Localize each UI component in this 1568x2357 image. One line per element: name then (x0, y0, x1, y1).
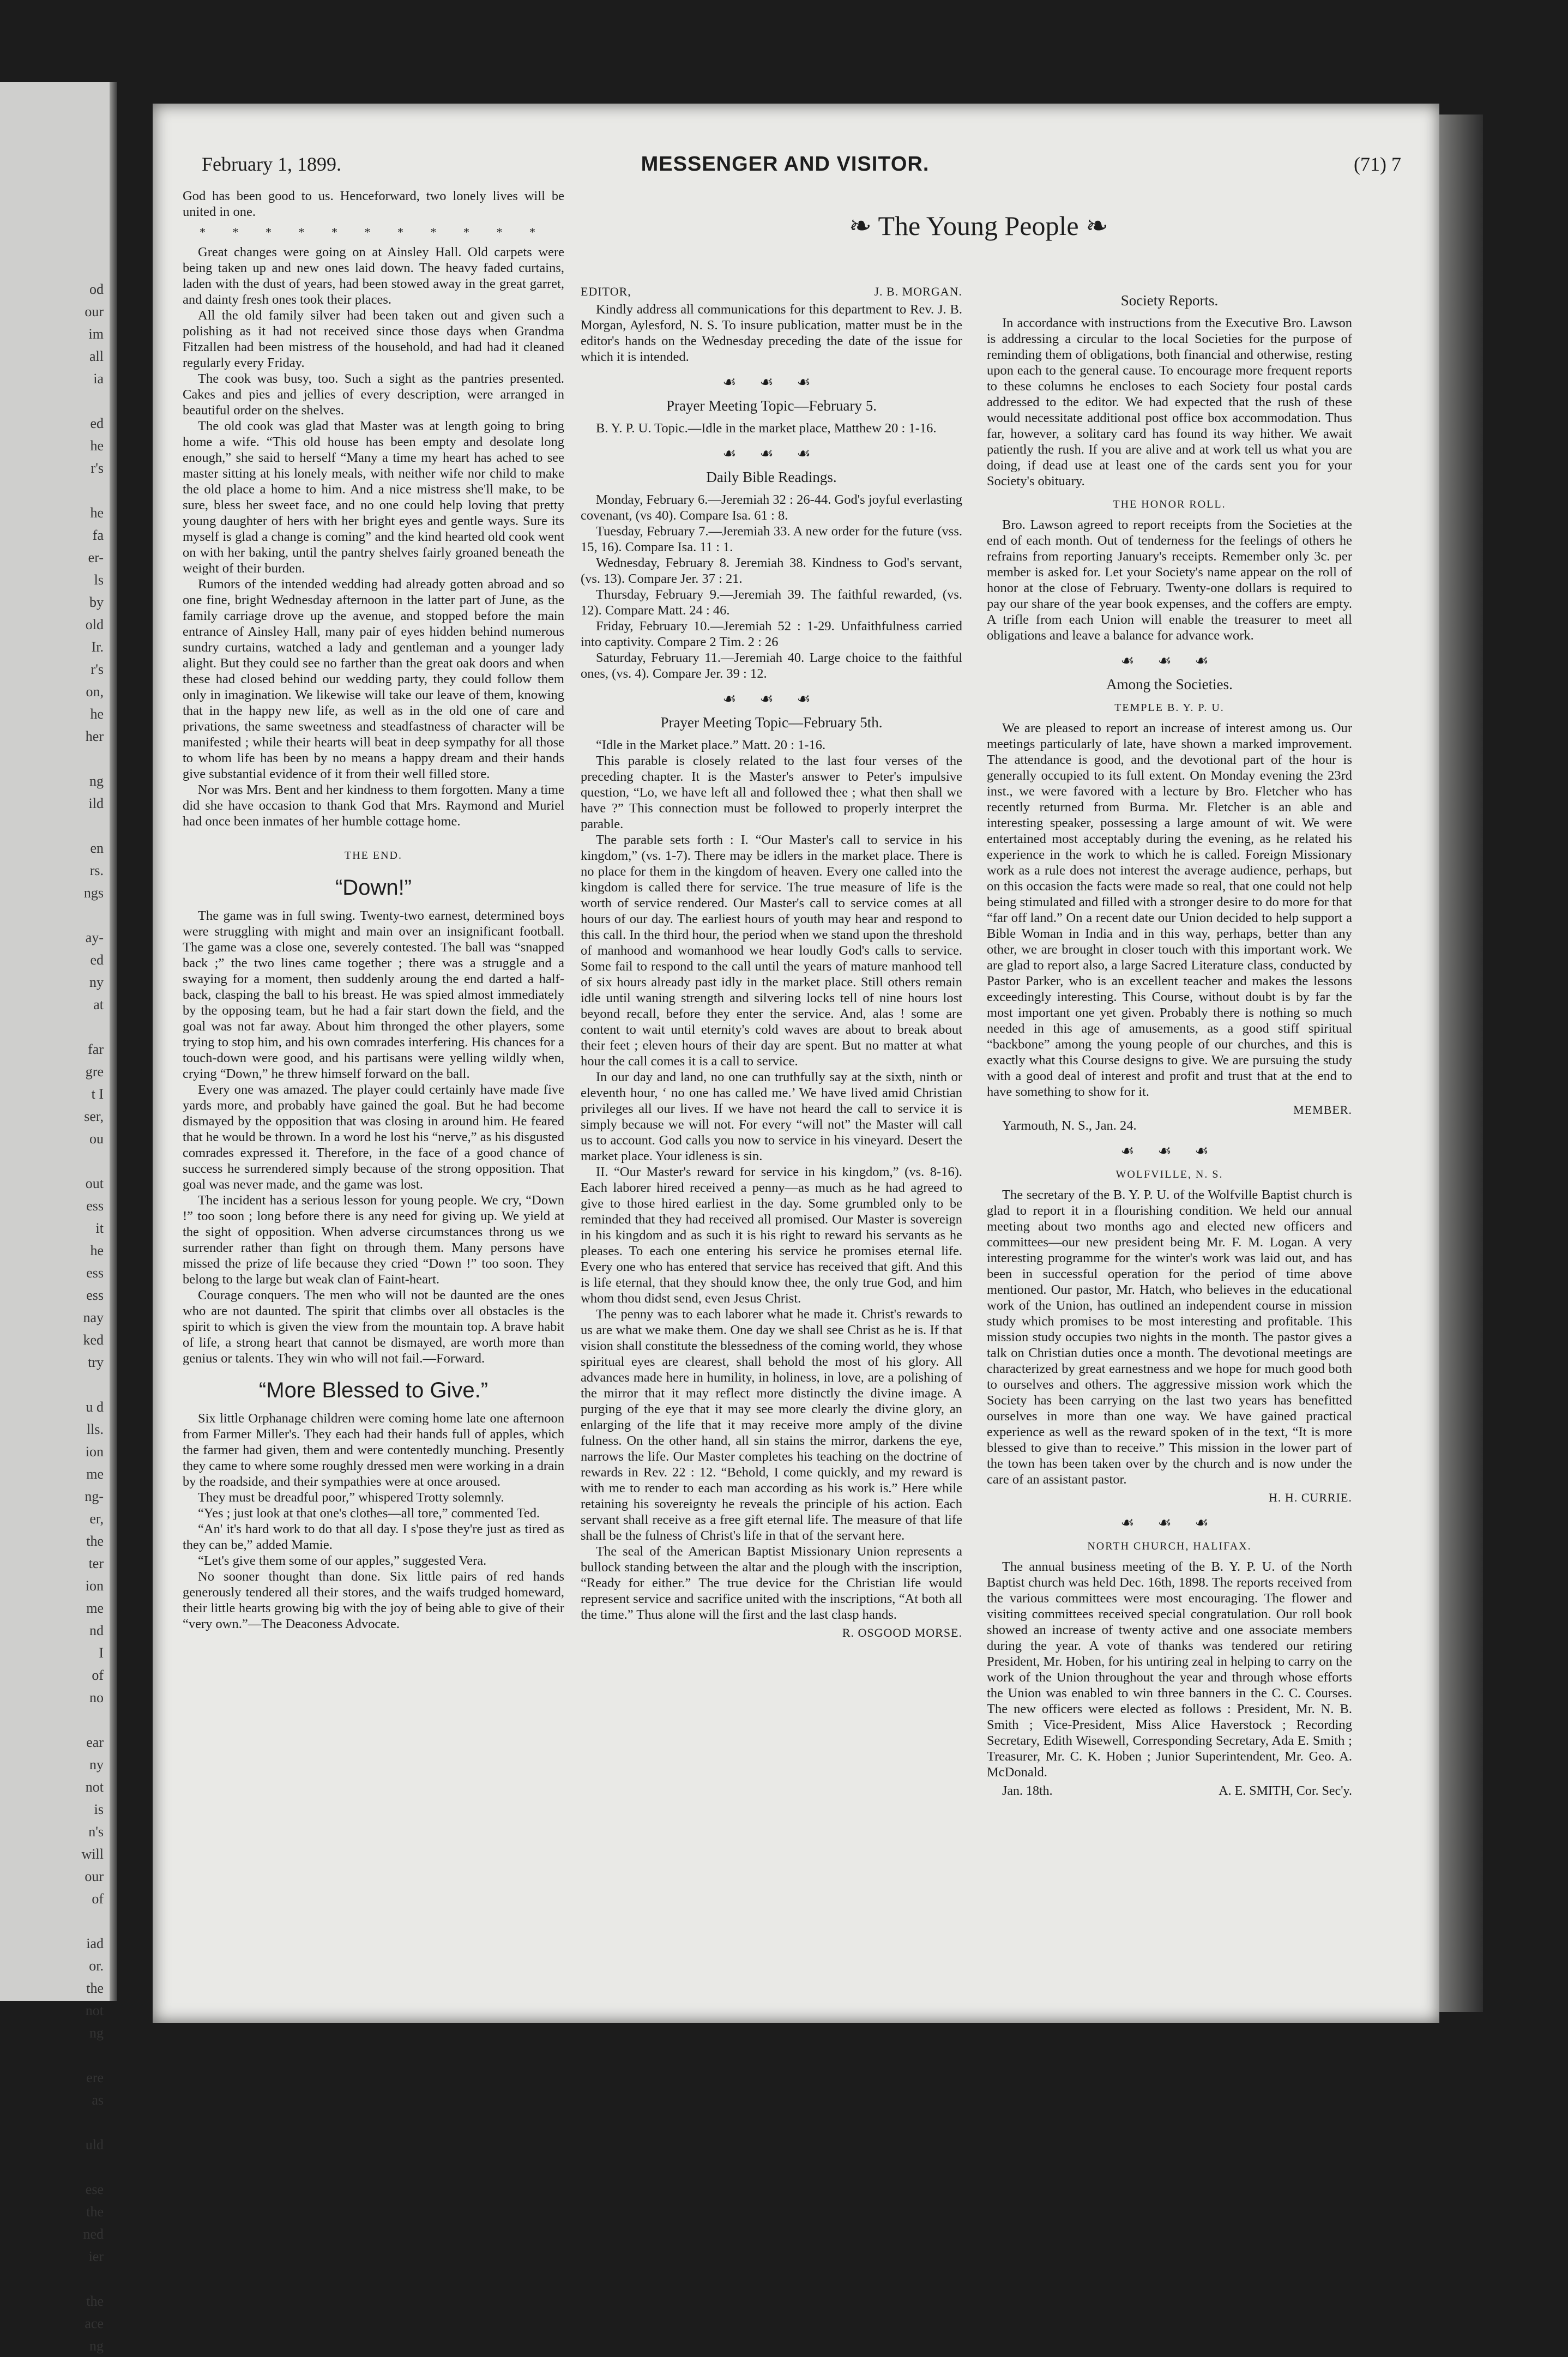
masthead: MESSENGER AND VISITOR. (641, 153, 930, 176)
society-name: WOLFVILLE, N. S. (1115, 1168, 1223, 1180)
page-gutter (110, 82, 117, 2001)
dateline: Jan. 18th. (1002, 1784, 1053, 1798)
column-right (987, 286, 1352, 1799)
paragraph: Bro. Lawson agreed to report receipts from the Societies at the end of each month. Out of tenderness for the feelings of others he refrains from reporting January's receipts. Remember only 3c. per member is asked for. Let your Society's name appear on the roll of honor at the close of February. Twenty-one dollars is required to pay our share of the year book expenses, and the coffers are empty. A trifle from each Union will enable the treasurer to meet all obligations and leave a balance for advance work. (987, 517, 1352, 643)
adjacent-page-text (0, 278, 104, 2357)
subheading: THE HONOR ROLL. (1113, 498, 1226, 510)
paragraph: The incident has a serious lesson for young people. We cry, “Down !” too soon ; long before there is any need for giving up. We yield at the sight of opposition. When adverse circumstances throng us we surrender rather than fight on through them. Many persons have missed the prize of life because they cried “Down !” too soon. They belong to the large but weak clan of Faint-heart. (183, 1193, 564, 1287)
paragraph: No sooner thought than done. Six little pairs of red hands generously tendered all their stores, and the waifs trudged homeward, their little hearts growing big with the joy of being able to give of their “very own.”—The Deaconess Advocate. (183, 1569, 564, 1631)
adjacent-page-fragment (0, 479, 104, 502)
adjacent-page-fragment: the (86, 2204, 104, 2220)
adjacent-page-fragment: I (99, 1645, 104, 1661)
ornament-separator: ☙ ☙ ☙ (722, 445, 821, 462)
adjacent-page-fragment: gre (85, 1064, 104, 1080)
page-edge-shadow (1439, 114, 1483, 2012)
paragraph: Nor was Mrs. Bent and her kindness to them forgotten. Many a time did she have occasion to thank God that Mrs. Raymond and Muriel had once been inmates of her humble cottage home. (183, 782, 564, 829)
paragraph: God has been good to us. Henceforward, two lonely lives will be united in one. (183, 189, 564, 219)
paragraph: Every one was amazed. The player could certainly have made five yards more, and probably have gained the goal. But he had become dismayed by the opposition that was closing in around him. He feared that he would be thrown. In a word he lost his “nerve,” as his disgusted comrades expressed it. Therefore, in the face of a good chance of success he surrendered simply because of the strong opposition. That goal was never made, and the game was lost. (183, 1082, 564, 1192)
adjacent-page-fragment: ay- (85, 930, 104, 945)
signature: R. OSGOOD MORSE. (842, 1626, 962, 1639)
adjacent-page-fragment (0, 1709, 104, 1731)
adjacent-page-fragment (0, 390, 104, 412)
adjacent-page-fragment: uld (85, 2137, 104, 2153)
adjacent-page-fragment: rs. (89, 863, 104, 878)
dateline: Yarmouth, N. S., Jan. 24. (1002, 1118, 1137, 1133)
adjacent-page-fragment: he (90, 706, 104, 722)
paragraph: “Idle in the Market place.” Matt. 20 : 1-16. (596, 738, 826, 752)
adjacent-page-fragment: ls (94, 572, 104, 588)
subheading: Daily Bible Readings. (706, 469, 837, 485)
page-number: (71) 7 (1354, 153, 1401, 175)
adjacent-page-fragment (0, 2156, 104, 2178)
adjacent-page-fragment: me (86, 1466, 104, 1482)
column-middle (581, 284, 962, 1641)
subheading: Among the Societies. (1106, 676, 1233, 692)
adjacent-page-fragment (0, 2268, 104, 2290)
subheading: Prayer Meeting Topic—February 5th. (660, 714, 883, 731)
adjacent-page-fragment (0, 1373, 104, 1396)
the-end-label: THE END. (345, 849, 402, 861)
column-left (183, 188, 564, 1632)
adjacent-page-fragment (0, 1910, 104, 1932)
paragraph: The annual business meeting of the B. Y. P. U. of the North Baptist church was held Dec. 16th, 1898. The reports received from the various committees were most encouraging. The flower and visiting committees received special congratulation. Our roll book showed an increase of twenty active and one associate members during the year. A vote of thanks was tendered our retiring President, Mr. Hoben, for his untiring zeal in helping to carry on the work of the Union throughout the year and through whose efforts the Union was enabled to win three banners in the C. C. Courses. The new officers were elected as follows : President, Mr. N. B. Smith ; Vice-President, Miss Alice Haverstock ; Recording Secretary, Edith Wisewell, Corresponding Secretary, Ada E. Smith ; Treasurer, Mr. C. K. Hoben ; Junior Superintendent, Mr. Geo. A. McDonald. (987, 1559, 1352, 1780)
page-header (202, 153, 1401, 185)
adjacent-page-fragment: not (85, 1779, 104, 1795)
adjacent-page-fragment: as (92, 2092, 104, 2108)
paragraph: “Let's give them some of our apples,” suggested Vera. (198, 1553, 487, 1568)
adjacent-page-fragment: fa (92, 527, 104, 543)
adjacent-page-fragment: out (85, 1176, 104, 1191)
issue-date: February 1, 1899. (202, 153, 341, 175)
story-title-down: “Down!” (335, 876, 412, 900)
adjacent-page-fragment: ia (93, 371, 104, 387)
adjacent-page-fragment: lls. (86, 1421, 104, 1437)
paragraph: We are pleased to report an increase of interest among us. Our meetings particularly of late, have shown a marked improvement. The attendance is good, and the devotional part of the hour is generally occupied to its full extent. On Monday evening the 23rd inst., we were favored with a lecture by Bro. Fletcher who has recently returned from Burma. Mr. Fletcher is an able and interesting speaker, possessing a large amount of wit. We were entertained most acceptably during the evening, as he related his experience in the work to which he is called. Foreign Missionary work as a rule does not interest the average audience, perhaps, but on this occasion the facts were made so real, that one could not help being stimulated and filled with a stronger desire to do more for that “far off land.” On a recent date our Union decided to help support a Bible Woman in India and in this way, perhaps, better than any other, we are brought in closer touch with this important work. We are glad to report also, a large Sacred Literature class, conducted by Pastor Parker, who is an excellent teacher and makes the lessons exceedingly interesting. This Course, without doubt is by far the most important one yet given. Probably there is nothing so much needed in this age of amusements, as a good stiff spiritual “backbone” among the young people of our churches, and this is exactly what this Course designs to give. We are pursuing the study with a good deal of interest and profit and trust that at the end to have something to show for it. (987, 721, 1352, 1099)
adjacent-page-fragment: ed (90, 415, 104, 431)
adjacent-page-fragment: ese (85, 2181, 104, 2197)
paragraph: They must be dreadful poor,” whispered Trotty solemnly. (198, 1490, 504, 1505)
society-name: NORTH CHURCH, HALIFAX. (1087, 1540, 1252, 1552)
adjacent-page-fragment: ess (86, 1287, 104, 1303)
adjacent-page-fragment: ild (88, 795, 104, 811)
paragraph: All the old family silver had been taken out and given such a polishing as it had not received since those days when Grandma Fitzallen had been mistress of the household, and had had it cleaned regularly every Friday. (183, 308, 564, 370)
adjacent-page-fragment: ny (89, 1757, 104, 1773)
section-heading (821, 210, 1137, 242)
paragraph: Six little Orphanage children were coming home late one afternoon from Farmer Miller's. They each had their hands full of apples, which the farmer had given, them and were contentedly munching. Presently they came to where some roughly dressed men were working in a drain by the roadside, and their sympathies were at once aroused. (183, 1411, 564, 1489)
section-title: The Young People (878, 210, 1079, 241)
paragraph: Courage conquers. The men who will not be daunted are the ones who are not daunted. The spirit that climbs over all obstacles is the spirit to which is given the view from the mountain top. A brave habit of life, a strong heart that cannot be dismayed, are worth more than genius or talents. They win who will not fail.—Forward. (183, 1288, 564, 1366)
adjacent-page-fragment: u d (86, 1399, 104, 1415)
adjacent-page-fragment: er, (89, 1511, 104, 1527)
fleuron-icon: ❧ (849, 210, 878, 241)
reading-item: Monday, February 6.—Jeremiah 32 : 26-44. God's joyful everlasting covenant, (vs 40). Compare Isa. 61 : 8. (581, 492, 962, 523)
paragraph: The seal of the American Baptist Missionary Union represents a bullock standing between the altar and the plough with the inscription, “Ready for either.” The true device for the Christian life would represent service and sacrifice united with the inscriptions, “At both all the time.” Thus alone will the first and the last clasp hands. (581, 1544, 962, 1622)
adjacent-page-fragment (0, 815, 104, 837)
adjacent-page-fragment: ng- (85, 1488, 104, 1504)
reading-item: Thursday, February 9.—Jeremiah 39. The faithful rewarded, (vs. 12). Compare Matt. 24 : 46. (581, 587, 962, 618)
paragraph: In accordance with instructions from the Executive Bro. Lawson is addressing a circular to the local Societies for the purpose of reminding them of obligations, both financial and otherwise, resting upon each to the general cause. To encourage more frequent reports to these columns he encloses to each Society four postal cards addressed to the editor. We had expected that the rush of these would necessitate additional post office box accommodation. Thus far, however, a solitary card has found its way hither. We await patiently the rush. If you are alive and at work tell us what you are doing, if dead use at least one of the cards sent you for your Society's obituary. (987, 316, 1352, 489)
paragraph: The penny was to each laborer what he made it. Christ's rewards to us are what we make them. One day we shall see Christ as he is. If that vision shall constitute the blessedness of the coming world, they whose spiritual eyes are clearest, shall behold the most of his glory. All advances made here in humility, in holiness, in love, are a polishing of the mirror that it may reflect more distinctly the divine image. A purging of the eye that it may see more clearly the divine glory, an enlarging of the life that it may receive more amply of the divine fulness. On the other hand, all sin stains the mirror, darkens the eye, narrows the life. Our Master completes his teaching on the doctrine of rewards in Rev. 22 : 12. “Behold, I come quickly, and my reward is with me to render to each man according as his work is.” Here while retaining his sovereignty he reveals the principle of his action. Each servant shall receive as a free gift eternal life. The measure of that life shall be the fulness of Christ's life in that of the servant here. (581, 1307, 962, 1543)
adjacent-page-fragment: ed (90, 952, 104, 968)
paragraph: The game was in full swing. Twenty-two earnest, determined boys were struggling with might and main over an insignificant football. The game was a close one, severely contested. The ball was “snapped back ;” the two lines came together ; there was a struggle and a swaying for a moment, then suddenly aroung the end darted a half-back, clasping the ball to his breast. He was spied almost immediately by the opposing team, but he had a fair start down the field, and the goal was not far away. About him thronged the other players, some trying to stop him, and his own comrades interfering. His chances for a touch-down were good, and his partisans were yelling wildly when, crying “Down,” he threw himself forward on the ball. (183, 908, 564, 1081)
adjacent-page-fragment: of (92, 1667, 104, 1683)
adjacent-page-fragment: our (85, 1868, 104, 1884)
ornament-separator: ☙ ☙ ☙ (722, 691, 821, 708)
adjacent-page-fragment: ked (83, 1332, 104, 1348)
adjacent-page-fragment: he (90, 438, 104, 454)
reading-item: Wednesday, February 8. Jeremiah 38. Kindness to God's servant, (vs. 13). Compare Jer. 37 : 21. (581, 556, 962, 586)
adjacent-page-fragment (0, 904, 104, 926)
paragraph: The secretary of the B. Y. P. U. of the Wolfville Baptist church is glad to report it in a flourishing condition. We held our annual meeting about two months ago and elected new officers and committees—our new president being Mr. F. M. Logan. A very interesting programme for the winter's work was laid out, and has been in successful operation for the period of time above mentioned. Our pastor, Mr. Hatch, who believes in the educational work of the Union, has outlined an independent course in mission study which promises to be most interesting and profitable. This mission study occupies two nights in the month. The pastor gives a talk on Christian duties once a month. The devotional meetings are characterized by great earnestness and we hope for much good both to ourselves and others. The aggressive mission work which the Society has been carrying on the last two years has benefitted ourselves in more than one way. We have gained practical experience as well as the reward spoken of in the text, “It is more blessed to give than to receive.” This mission in the lower part of the town has been taken over by the church and is now under the care of an assistant pastor. (987, 1187, 1352, 1487)
adjacent-page-fragment (0, 1016, 104, 1038)
adjacent-page-fragment: ier (88, 2249, 104, 2264)
adjacent-page-fragment: ere (86, 2070, 104, 2085)
adjacent-page-fragment: r's (91, 661, 104, 677)
adjacent-page-fragment: ng (89, 773, 104, 789)
adjacent-page-fragment: iad (86, 1936, 104, 1951)
adjacent-page-fragment: is (94, 1801, 104, 1817)
adjacent-page-fragment: ng (89, 2025, 104, 2041)
adjacent-page-strip (0, 82, 117, 2354)
adjacent-page-fragment: ess (86, 1265, 104, 1281)
adjacent-page-fragment: me (86, 1600, 104, 1616)
adjacent-page-fragment: ess (86, 1198, 104, 1214)
adjacent-page-fragment: ace (85, 2316, 104, 2331)
ornament-separator: ☙ ☙ ☙ (1120, 1515, 1219, 1532)
adjacent-page-fragment: ned (83, 2226, 104, 2242)
paragraph: Rumors of the intended wedding had already gotten abroad and so one fine, bright Wednesday afternoon in the latter part of June, as the family carriage drove up the avenue, and stopped before the main entrance of Ainsley Hall, many pair of eyes hidden behind numerous sundry curtains, watched a lady and gentleman and a younger lady alight. But they could see no farther than the great oak doors and when these had closed behind our wedding party, they could follow them only in imagination. We likewise will take our leave of them, knowing that in the happy new life, as well as in the old one of care and privations, the same sweetness and steadfastness of character will be manifested ; while their hearts will beat in deep sympathy for all those to whom life has been by no means a happy dream and their hands give substantial evidence of it from their well filled store. (183, 577, 564, 781)
paragraph: B. Y. P. U. Topic.—Idle in the market place, Matthew 20 : 1-16. (596, 421, 937, 436)
adjacent-page-fragment: the (86, 2293, 104, 2309)
adjacent-page-fragment: not (85, 2003, 104, 2018)
paragraph: In our day and land, no one can truthfully say at the sixth, ninth or eleventh hour, ‘ no one has called me.’ We have lived amid Christian privileges all our lives. If we have not heard the call to service it is simply because we will not. For every “will not” the Master will call us to account. God calls you now to service in his vineyard. Desert the market place. Your idleness is sin. (581, 1070, 962, 1164)
adjacent-page-fragment: er- (88, 550, 104, 565)
adjacent-page-fragment: od (89, 281, 104, 297)
reading-item: Saturday, February 11.—Jeremiah 40. Large choice to the faithful ones, (vs. 4). Compare Jer. 39 : 12. (581, 650, 962, 681)
adjacent-page-fragment: will (81, 1846, 104, 1862)
adjacent-page-fragment: her (85, 728, 104, 744)
reading-item: Friday, February 10.—Jeremiah 52 : 1-29. Unfaithfulness carried into captivity. Compare 2 Tim. 2 : 26 (581, 619, 962, 649)
adjacent-page-fragment: all (89, 348, 104, 364)
story-title-more-blessed: “More Blessed to Give.” (258, 1378, 489, 1402)
adjacent-page-fragment: en (90, 840, 104, 856)
adjacent-page-fragment: ter (88, 1556, 104, 1571)
adjacent-page-fragment: he (90, 1243, 104, 1258)
section-separator: * * * * * * * * * * * (200, 225, 547, 239)
society-name: TEMPLE B. Y. P. U. (1114, 702, 1225, 714)
adjacent-page-fragment: n's (88, 1824, 104, 1840)
adjacent-page-fragment: no (89, 1690, 104, 1705)
adjacent-page-fragment: by (89, 594, 104, 610)
editor-label: EDITOR, (581, 285, 631, 298)
reading-item: Tuesday, February 7.—Jeremiah 33. A new order for the future (vss. 15, 16). Compare Isa. 11 : 1. (581, 524, 962, 554)
adjacent-page-fragment (0, 748, 104, 770)
adjacent-page-fragment: or. (89, 1958, 104, 1974)
editor-line (581, 284, 962, 299)
adjacent-page-fragment: nd (89, 1623, 104, 1638)
adjacent-page-fragment: try (88, 1354, 104, 1370)
ornament-separator: ☙ ☙ ☙ (1120, 1143, 1219, 1160)
adjacent-page-fragment: of (92, 1891, 104, 1907)
adjacent-page-fragment (0, 2111, 104, 2133)
adjacent-page-fragment: nay (83, 1310, 104, 1325)
adjacent-page-fragment (0, 1150, 104, 1172)
paragraph: “Yes ; just look at that one's clothes—all tore,” commented Ted. (198, 1506, 540, 1521)
editor-name: J. B. MORGAN. (874, 285, 962, 298)
signature: H. H. CURRIE. (1269, 1491, 1352, 1504)
adjacent-page-fragment: he (90, 505, 104, 521)
adjacent-page-fragment: it (95, 1220, 104, 1236)
adjacent-page-fragment: at (93, 997, 104, 1012)
subheading: Society Reports. (1120, 292, 1219, 309)
adjacent-page-fragment: our (85, 304, 104, 320)
subheading: Prayer Meeting Topic—February 5. (666, 397, 877, 414)
adjacent-page-fragment: ngs (83, 885, 104, 901)
adjacent-page-fragment: ion (85, 1578, 104, 1594)
adjacent-page-fragment: old (85, 617, 104, 632)
signature: A. E. SMITH, Cor. Sec'y. (1219, 1784, 1352, 1798)
paragraph: II. “Our Master's reward for service in his kingdom,” (vs. 8-16). Each laborer hired received a penny—as much as he had agreed to give to those hired earliest in the day. Some grumbled only to be reminded that they had received all promised. Our Master is sovereign in his kingdom and as such it is his right to reward his servants as he pleases. To each one entering his service he promises eternal life. Every one who has entered that service has received that gift. And this is life eternal, that they should know thee, the only true God, and him whom thou didst send, even Jesus Christ. (581, 1165, 962, 1306)
adjacent-page-fragment: on, (86, 684, 104, 700)
adjacent-page-fragment: t I (91, 1086, 104, 1102)
ornament-separator: ☙ ☙ ☙ (1120, 653, 1219, 670)
paragraph: “An' it's hard work to do that all day. I s'pose they're just as tired as they can be,” added Mamie. (183, 1522, 564, 1552)
adjacent-page-fragment: im (88, 326, 104, 342)
adjacent-page-fragment: ser, (84, 1108, 104, 1124)
adjacent-page-fragment: r's (91, 460, 104, 476)
adjacent-page-fragment: ear (86, 1734, 104, 1750)
adjacent-page-fragment: the (86, 1980, 104, 1996)
adjacent-page-fragment: ng (89, 2338, 104, 2354)
fleuron-icon: ❧ (1078, 210, 1108, 241)
paragraph: The cook was busy, too. Such a sight as the pantries presented. Cakes and pies and jellies of every description, were arranged in beautiful order on the shelves. (183, 371, 564, 418)
ornament-separator: ☙ ☙ ☙ (722, 374, 821, 391)
paragraph: The old cook was glad that Master was at length going to bring home a wife. “This old house has been empty and desolate long enough,” she said to herself “Many a time my heart has ached to see master sitting at his lonely meals, with neither wife nor child to make the old place a home to him. And a nice mistress she'll make, to be sure, bless her sweet face, and no one could help loving that pretty young daughter of hers with her bright eyes and gentle ways. Sure its myself is glad a change is coming” and the kind hearted old cook went on with her baking, until the pantry shelves fairly groaned beneath the weight of their burden. (183, 419, 564, 576)
adjacent-page-fragment (0, 2044, 104, 2066)
adjacent-page-fragment: Ir. (91, 639, 104, 655)
paragraph: Great changes were going on at Ainsley Hall. Old carpets were being taken up and new ones laid down. The heavy faded curtains, laden with the dust of years, had been stowed away in the great garret, and dainty fresh ones took their places. (183, 245, 564, 307)
paragraph: This parable is closely related to the last four verses of the preceding chapter. It is the Master's answer to Peter's impulsive question, “Lo, we have left all and followed thee ; what then shall we have ?” This connection must be followed to properly interpret the parable. (581, 753, 962, 831)
adjacent-page-fragment: ion (85, 1444, 104, 1460)
paragraph: Kindly address all communications for this department to Rev. J. B. Morgan, Aylesford, N. S. To insure publication, matter must be in the editor's hands on the Wednesday preceding the date of the issue for which it is intended. (581, 302, 962, 364)
adjacent-page-fragment: ny (89, 974, 104, 990)
adjacent-page-fragment: far (88, 1041, 104, 1057)
adjacent-page-fragment: ou (89, 1131, 104, 1147)
adjacent-page-fragment: the (86, 1533, 104, 1549)
report-footer (987, 1783, 1352, 1799)
signature: MEMBER. (1293, 1103, 1352, 1117)
paragraph: The parable sets forth : I. “Our Master's call to service in his kingdom,” (vs. 1-7). There may be idlers in the market place. There is no place for them in the kingdom of heaven. Every one called into the kingdom is called there for service. The true measure of life is the worth of service rendered. Our Master's call to service comes at all hours of our day. The earliest hours of youth may hear and respond to this call. In the third hour, the period when we stand upon the threshold of manhood and womanhood we hear loudly God's calls to service. Some fail to respond to the call until the years of mature manhood tell of six hours already past idly in the market place. Still others remain idle until waning strength and silvering locks tell of nine hours lost beyond recall, before they enter the service. And, alas ! some are content to wait until eternity's cold waves are about to break about their feet ; eleven hours of their day are spent. But no matter at what hour the call comes it is a call to service. (581, 833, 962, 1069)
